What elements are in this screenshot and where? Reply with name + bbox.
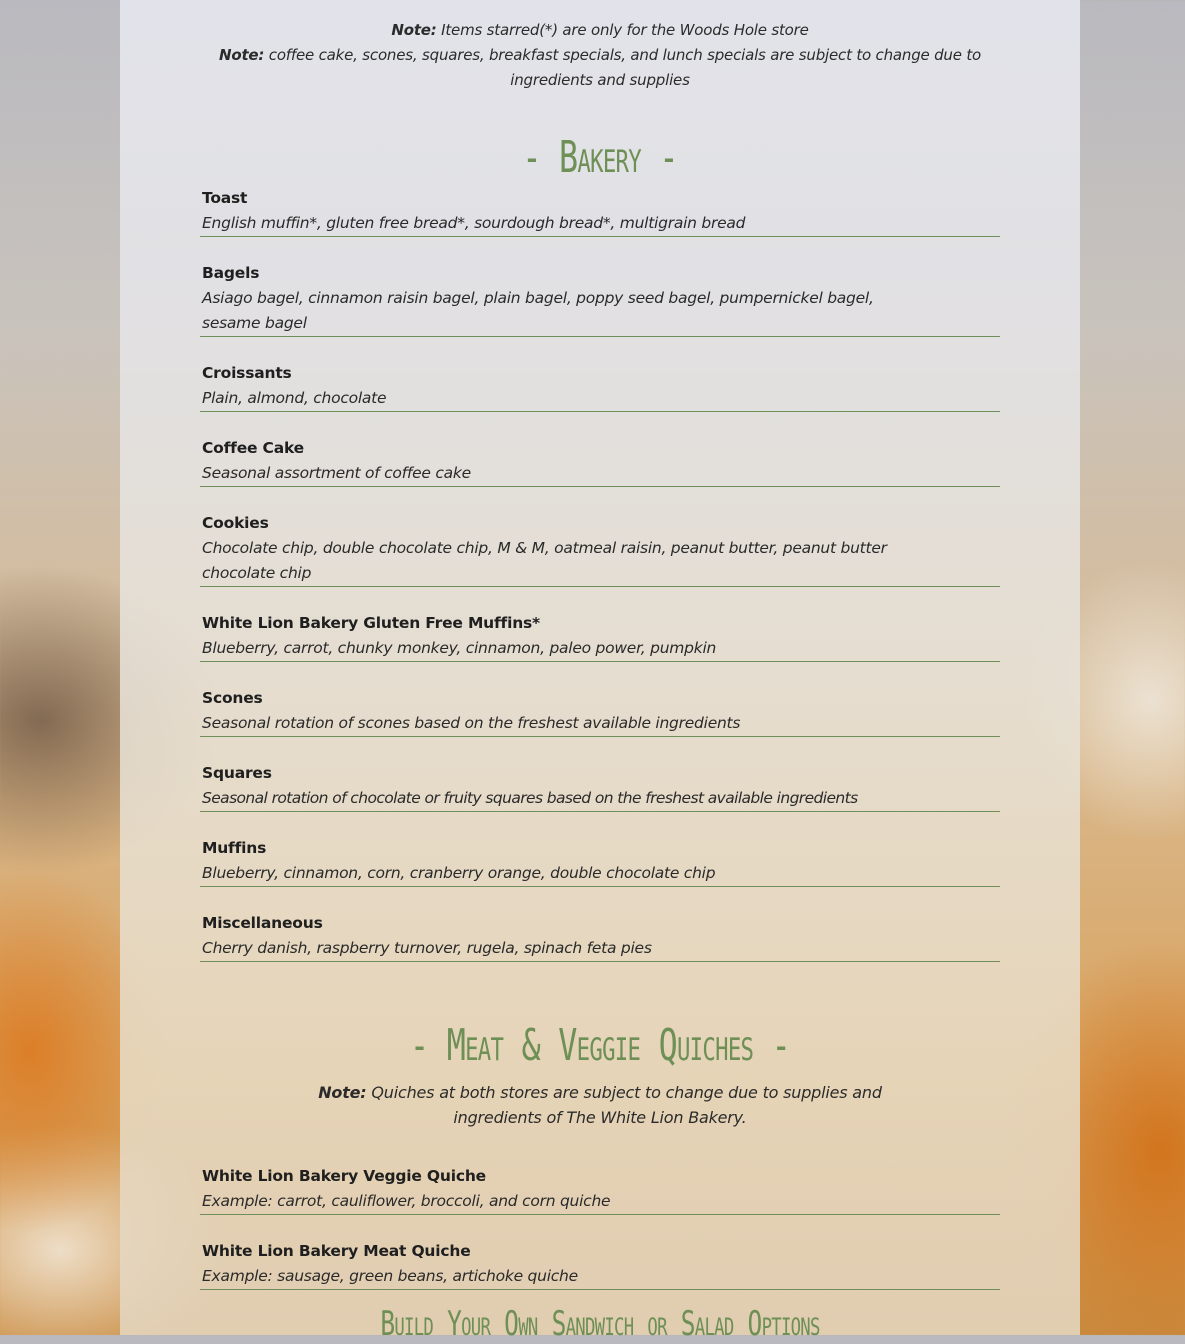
item-name: Muffins (202, 839, 267, 857)
note-label: Note: (318, 1083, 367, 1102)
quiches-section-title: - Meat & Veggie Quiches - (410, 1020, 790, 1071)
item-name: Bagels (202, 264, 260, 282)
bakery-section-title: - Bakery - (522, 132, 678, 183)
note-starred-text: Items starred(*) are only for the Woods Hole store (441, 21, 809, 39)
item-description: Chocolate chip, double chocolate chip, M & M, oatmeal raisin, peanut butter, peanut butter chocolate chip (202, 539, 887, 582)
menu-panel (120, 0, 1080, 1344)
menu-item-muffins (200, 836, 1000, 887)
sandwich-section-title: Build Your Own Sandwich or Salad Options (380, 1304, 820, 1344)
item-description: Example: sausage, green beans, artichoke quiche (202, 1267, 578, 1285)
item-description: Cherry danish, raspberry turnover, rugela, spinach feta pies (202, 939, 652, 957)
menu-item-coffee-cake (200, 436, 1000, 487)
item-name: White Lion Bakery Meat Quiche (202, 1242, 471, 1260)
item-name: White Lion Bakery Veggie Quiche (202, 1167, 486, 1185)
menu-item-croissants (200, 361, 1000, 412)
note-specials (210, 43, 990, 93)
item-description: Blueberry, cinnamon, corn, cranberry orange, double chocolate chip (202, 864, 716, 882)
item-description: Seasonal assortment of coffee cake (202, 464, 471, 482)
note-starred-items (120, 18, 1080, 43)
quiches-note (280, 1080, 920, 1130)
menu-item-bagels (200, 261, 1000, 337)
item-name: Coffee Cake (202, 439, 304, 457)
item-description: Seasonal rotation of chocolate or fruity squares based on the freshest available ingredients (202, 789, 858, 807)
item-name: White Lion Bakery Gluten Free Muffins* (202, 614, 540, 632)
note-label: Note: (391, 21, 437, 39)
item-name: Cookies (202, 514, 269, 532)
item-description: English muffin*, gluten free bread*, sourdough bread*, multigrain bread (202, 214, 746, 232)
menu-item-meat-quiche (200, 1239, 1000, 1290)
item-name: Croissants (202, 364, 292, 382)
item-description: Plain, almond, chocolate (202, 389, 387, 407)
menu-item-cookies (200, 511, 1000, 587)
menu-item-squares (200, 761, 1000, 812)
item-name: Scones (202, 689, 263, 707)
menu-item-veggie-quiche (200, 1164, 1000, 1215)
note-label: Note: (219, 46, 265, 64)
note-specials-text: coffee cake, scones, squares, breakfast specials, and lunch specials are subject to change due to ingredients and supplies (268, 46, 981, 89)
quiches-note-text: Quiches at both stores are subject to change due to supplies and ingredients of The White Lion Bakery. (371, 1083, 882, 1127)
menu-item-gluten-free-muffins (200, 611, 1000, 662)
menu-item-scones (200, 686, 1000, 737)
item-description: Example: carrot, cauliflower, broccoli, and corn quiche (202, 1192, 611, 1210)
item-name: Toast (202, 189, 248, 207)
item-description: Asiago bagel, cinnamon raisin bagel, plain bagel, poppy seed bagel, pumpernickel bagel, sesame bagel (202, 289, 874, 332)
menu-item-miscellaneous (200, 911, 1000, 962)
item-description: Seasonal rotation of scones based on the freshest available ingredients (202, 714, 741, 732)
menu-item-toast (200, 186, 1000, 237)
item-name: Squares (202, 764, 272, 782)
item-description: Blueberry, carrot, chunky monkey, cinnamon, paleo power, pumpkin (202, 639, 717, 657)
item-name: Miscellaneous (202, 914, 323, 932)
